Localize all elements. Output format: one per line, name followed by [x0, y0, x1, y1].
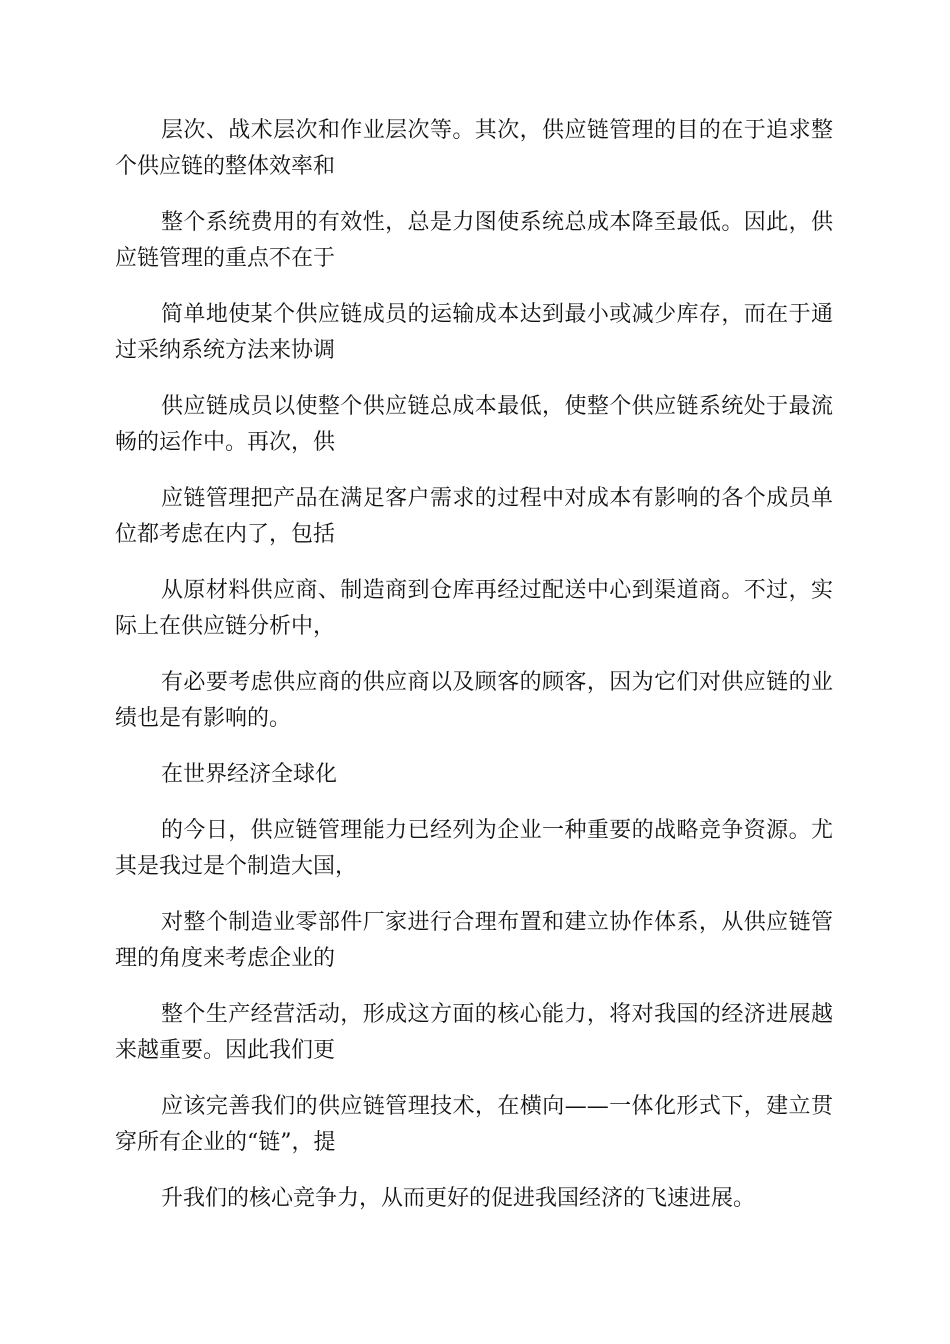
paragraph: 的今日，供应链管理能力已经列为企业一种重要的战略竞争资源。尤其是我过是个制造大国， — [115, 818, 833, 879]
paragraph: 应该完善我们的供应链管理技术，在横向——一体化形式下，建立贯穿所有企业的“链”，提 — [115, 1094, 833, 1155]
paragraph: 对整个制造业零部件厂家进行合理布置和建立协作体系，从供应链管理的角度来考虑企业的 — [115, 910, 833, 971]
paragraph: 升我们的核心竞争力，从而更好的促进我国经济的飞速进展。 — [161, 1186, 756, 1211]
paragraph: 在世界经济全球化 — [161, 762, 338, 787]
paragraph: 整个生产经营活动，形成这方面的核心能力，将对我国的经济进展越来越重要。因此我们更 — [115, 1002, 833, 1063]
paragraph: 从原材料供应商、制造商到仓库再经过配送中心到渠道商。不过，实际上在供应链分析中， — [115, 578, 833, 639]
paragraph: 简单地使某个供应链成员的运输成本达到最小或减少库存，而在于通过采纳系统方法来协调 — [115, 302, 833, 363]
paragraph: 层次、战术层次和作业层次等。其次，供应链管理的目的在于追求整个供应链的整体效率和 — [115, 118, 833, 179]
paragraph: 有必要考虑供应商的供应商以及顾客的顾客，因为它们对供应链的业绩也是有影响的。 — [115, 670, 833, 731]
paragraph: 供应链成员以使整个供应链总成本最低，使整个供应链系统处于最流畅的运作中。再次，供 — [115, 394, 833, 455]
paragraph: 应链管理把产品在满足客户需求的过程中对成本有影响的各个成员单位都考虑在内了，包括 — [115, 486, 833, 547]
paragraph: 整个系统费用的有效性，总是力图使系统总成本降至最低。因此，供应链管理的重点不在于 — [115, 210, 833, 271]
